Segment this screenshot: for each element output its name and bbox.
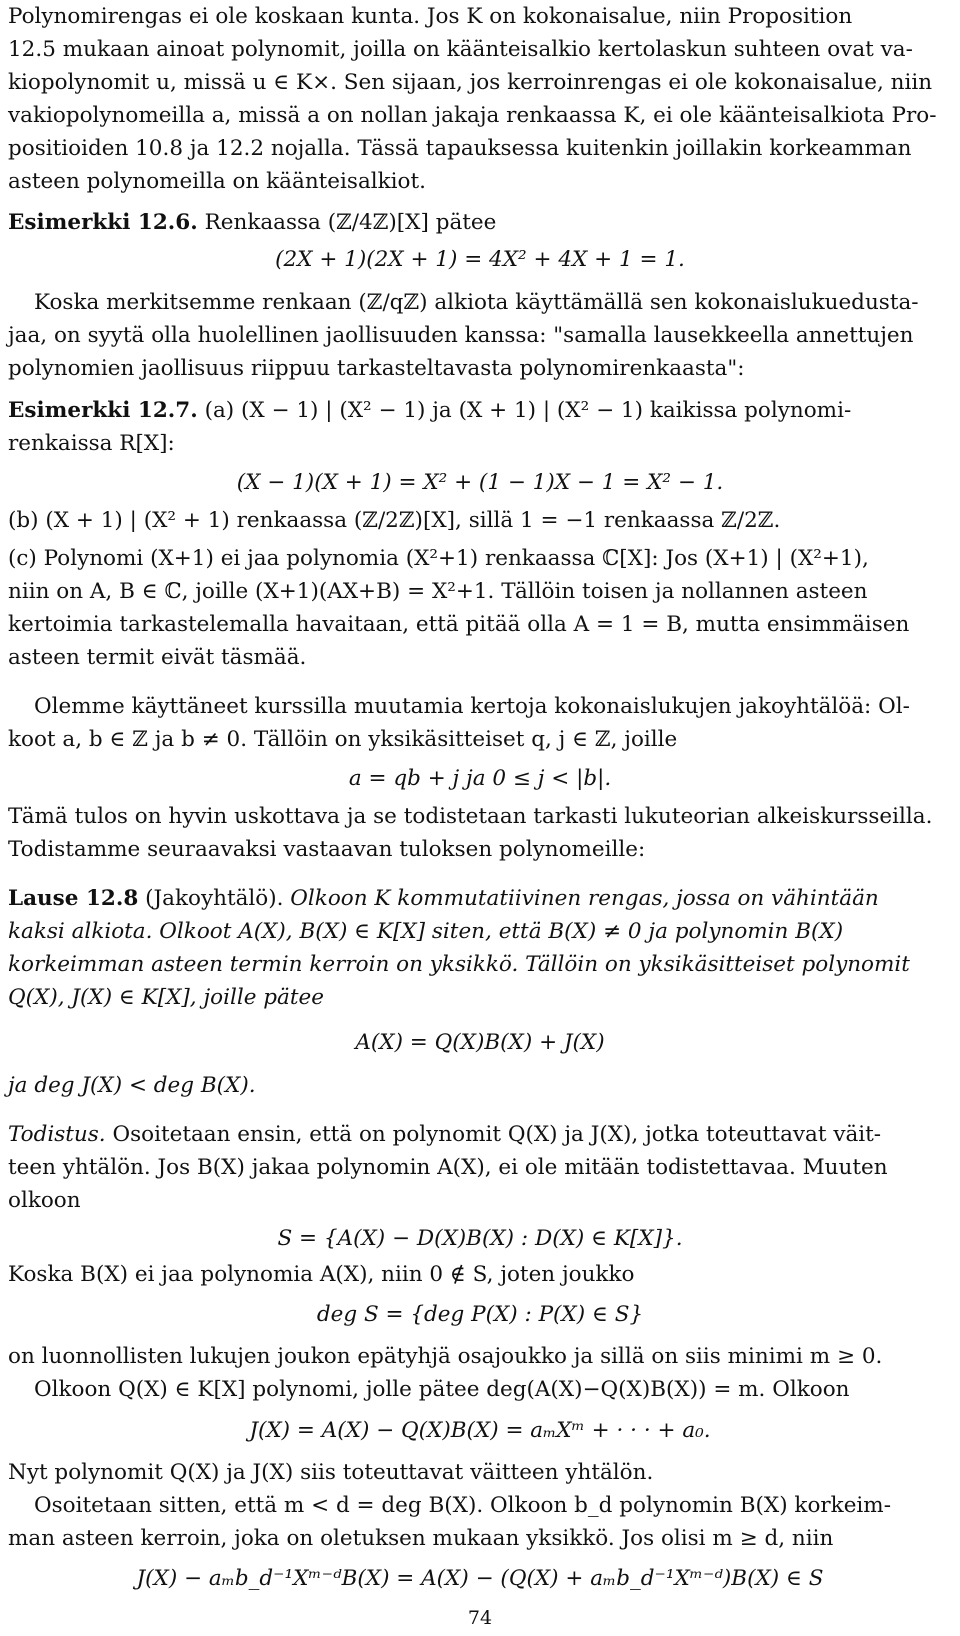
example-heading: Esimerkki 12.6. <box>8 210 198 235</box>
display-equation: J(X) − aₘb_d⁻¹Xᵐ⁻ᵈB(X) = A(X) − (Q(X) + aₘb_d⁻¹Xᵐ⁻ᵈ)B(X) ∈ S <box>136 1566 824 1591</box>
paragraph-line: niin on A, B ∈ ℂ, joille (X+1)(AX+B) = X²+1. Tällöin toisen ja nollannen asteen <box>8 579 868 604</box>
theorem-heading: Lause 12.8 <box>8 886 139 911</box>
paragraph-line: man asteen kerroin, joka on oletuksen mukaan yksikkö. Jos olisi m ≥ d, niin <box>8 1526 834 1551</box>
display-equation: (X − 1)(X + 1) = X² + (1 − 1)X − 1 = X² − 1. <box>236 470 724 495</box>
paragraph-line: Tämä tulos on hyvin uskottava ja se todistetaan tarkasti lukuteorian alkeiskursseilla. <box>8 804 933 829</box>
paragraph-line: vakiopolynomeilla a, missä a on nollan jakaja renkaassa K, ei ole käänteisalkiota Pro- <box>8 103 937 128</box>
paragraph-line: positioiden 10.8 ja 12.2 nojalla. Tässä tapauksessa kuitenkin joillakin korkeamman <box>8 136 912 161</box>
display-equation: J(X) = A(X) − Q(X)B(X) = aₘXᵐ + · · · + a₀. <box>249 1418 711 1443</box>
display-equation: a = qb + j ja 0 ≤ j < |b|. <box>348 766 612 791</box>
paragraph-line: polynomien jaollisuus riippuu tarkasteltavasta polynomirenkaasta": <box>8 356 745 381</box>
theorem-name: (Jakoyhtälö). <box>145 886 284 911</box>
paragraph-line: Koska B(X) ei jaa polynomia A(X), niin 0 ∉ S, joten joukko <box>8 1262 635 1287</box>
example-12-7 <box>8 398 851 424</box>
proof-heading: Todistus. <box>8 1122 106 1147</box>
paragraph-line: on luonnollisten lukujen joukon epätyhjä osajoukko ja sillä on siis minimi m ≥ 0. <box>8 1344 883 1369</box>
paragraph-line: Nyt polynomit Q(X) ja J(X) siis toteuttavat väitteen yhtälön. <box>8 1460 654 1485</box>
paragraph-line: asteen termit eivät täsmää. <box>8 645 307 670</box>
example-text: (a) (X − 1) | (X² − 1) ja (X + 1) | (X² − 1) kaikissa polynomi- <box>204 398 852 423</box>
paragraph-line: 12.5 mukaan ainoat polynomit, joilla on käänteisalkio kertolaskun suhteen ovat va- <box>8 37 913 62</box>
display-equation: deg S = {deg P(X) : P(X) ∈ S} <box>316 1302 644 1327</box>
paragraph-line: Olemme käyttäneet kurssilla muutamia kertoja kokonaislukujen jakoyhtälöä: Ol- <box>34 694 910 719</box>
paragraph-line: teen yhtälön. Jos B(X) jakaa polynomin A(X), ei ole mitään todistettavaa. Muuten <box>8 1155 888 1180</box>
paragraph-line: (b) (X + 1) | (X² + 1) renkaassa (ℤ/2ℤ)[X], sillä 1 = −1 renkaassa ℤ/2ℤ. <box>8 508 781 533</box>
proof-text: Osoitetaan ensin, että on polynomit Q(X) ja J(X), jotka toteuttavat väit- <box>112 1122 882 1147</box>
example-12-6 <box>8 210 496 236</box>
proof <box>8 1122 881 1148</box>
paragraph-line: jaa, on syytä olla huolellinen jaollisuuden kanssa: "samalla lausekkeella annettujen <box>8 323 914 348</box>
paragraph-line: asteen polynomeilla on käänteisalkiot. <box>8 169 426 194</box>
theorem-line: kaksi alkiota. Olkoot A(X), B(X) ∈ K[X] siten, että B(X) ≠ 0 ja polynomin B(X) <box>8 919 844 944</box>
example-text: Renkaassa (ℤ/4ℤ)[X] pätee <box>204 210 497 235</box>
paragraph-line: Olkoon Q(X) ∈ K[X] polynomi, jolle pätee deg(A(X)−Q(X)B(X)) = m. Olkoon <box>34 1377 850 1402</box>
paragraph-line: renkaissa R[X]: <box>8 431 175 456</box>
theorem-line: Q(X), J(X) ∈ K[X], joille pätee <box>8 985 324 1010</box>
paragraph-line: koot a, b ∈ ℤ ja b ≠ 0. Tällöin on yksikäsitteiset q, j ∈ ℤ, joille <box>8 727 678 752</box>
display-equation: S = {A(X) − D(X)B(X) : D(X) ∈ K[X]}. <box>277 1226 683 1251</box>
paragraph-line: (c) Polynomi (X+1) ei jaa polynomia (X²+1) renkaassa ℂ[X]: Jos (X+1) | (X²+1), <box>8 546 869 571</box>
paragraph-line: olkoon <box>8 1188 81 1213</box>
theorem-text: Olkoon K kommutatiivinen rengas, jossa on vähintään <box>290 886 879 911</box>
paragraph-line: Koska merkitsemme renkaan (ℤ/qℤ) alkiota käyttämällä sen kokonaislukuedusta- <box>34 290 919 315</box>
theorem-12-8 <box>8 886 879 912</box>
paragraph-line: kiopolynomit u, missä u ∈ K×. Sen sijaan, jos kerroinrengas ei ole kokonaisalue, niin <box>8 70 933 95</box>
paragraph-line: Osoitetaan sitten, että m < d = deg B(X). Olkoon b_d polynomin B(X) korkeim- <box>34 1493 891 1518</box>
paragraph-line: Todistamme seuraavaksi vastaavan tuloksen polynomeille: <box>8 837 646 862</box>
display-equation: (2X + 1)(2X + 1) = 4X² + 4X + 1 = 1. <box>275 247 685 272</box>
example-heading: Esimerkki 12.7. <box>8 398 198 423</box>
theorem-line: ja deg J(X) < deg B(X). <box>8 1073 256 1098</box>
paragraph-line: Polynomirengas ei ole koskaan kunta. Jos K on kokonaisalue, niin Proposition <box>8 4 853 29</box>
theorem-line: korkeimman asteen termin kerroin on yksikkö. Tällöin on yksikäsitteiset polynomit <box>8 952 910 977</box>
paragraph-line: kertoimia tarkastelemalla havaitaan, että pitää olla A = 1 = B, mutta ensimmäisen <box>8 612 910 637</box>
display-equation: A(X) = Q(X)B(X) + J(X) <box>355 1030 605 1055</box>
page-number: 74 <box>467 1607 493 1629</box>
